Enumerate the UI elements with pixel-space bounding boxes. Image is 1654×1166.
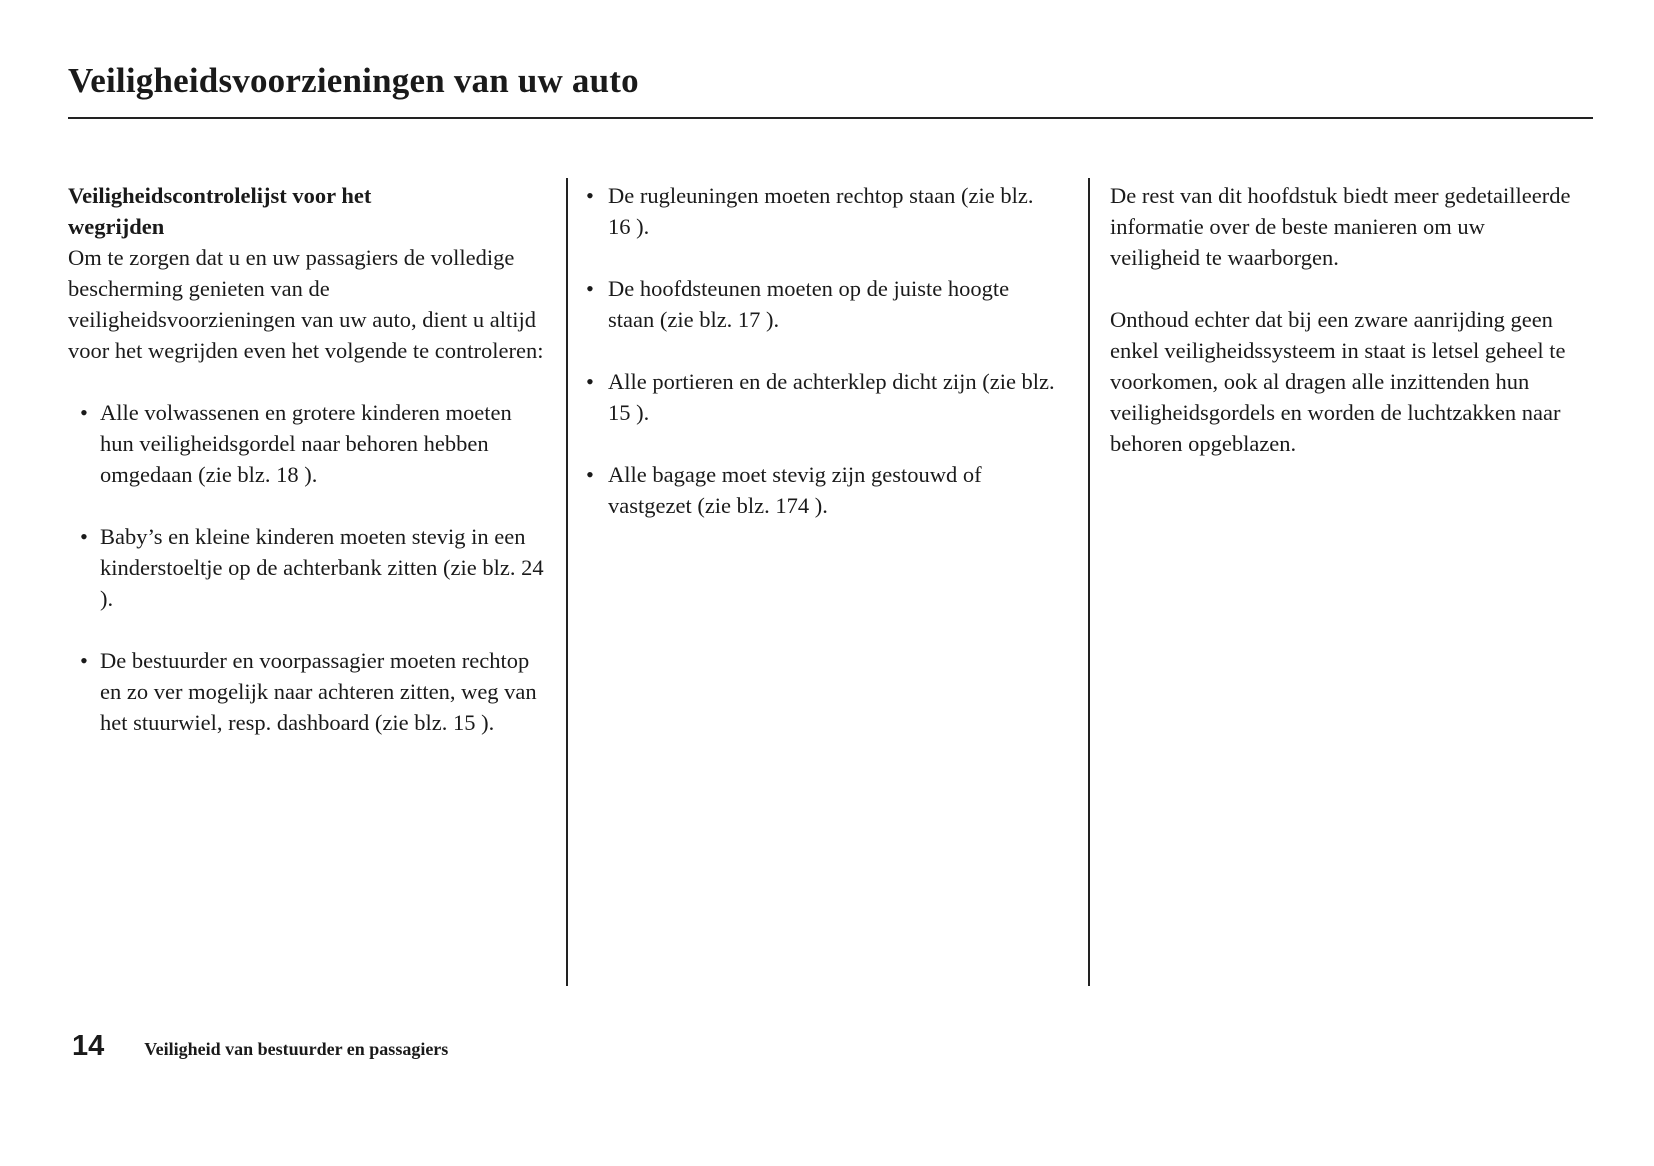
bullet-icon: • [80,524,88,549]
list-item [586,180,1056,242]
intro-paragraph: Om te zorgen dat u en uw passagiers de volledige bescherming genieten van de veiligheidsvoorzieningen van uw auto, dient u altijd voor het wegrijden even het volgende te controleren: [68,245,544,363]
bullet-icon: • [80,648,88,673]
bullet-icon: • [586,369,594,394]
list-item [586,366,1056,428]
list-item-text: Alle volwassenen en grotere kinderen moeten hun veiligheidsgordel naar behoren hebben omgedaan (zie blz. 18 ). [100,400,512,487]
bullet-icon: • [586,276,594,301]
page-number: 14 [72,1030,105,1062]
list-item-text: De rugleuningen moeten rechtop staan (zie blz. 16 ). [608,183,1034,239]
bullet-icon: • [586,183,594,208]
list-item [80,397,548,490]
checklist-1 [68,397,548,738]
list-item [80,521,548,614]
header-rule [68,117,1593,119]
list-item-text: Alle portieren en de achterklep dicht zijn (zie blz. 15 ). [608,369,1055,425]
list-item [586,459,1056,521]
bullet-icon: • [80,400,88,425]
page-header [68,60,1593,102]
footer-section-title: Veiligheid van bestuurder en passagiers [144,1039,449,1059]
warning-paragraph: Onthoud echter dat bij een zware aanrijding geen enkel veiligheidssysteem in staat is letsel geheel te voorkomen, ook al dragen alle inzittenden hun veiligheidsgordels en worden de luchtzakken naar behoren opgeblazen. [1110,307,1566,456]
bullet-icon: • [586,462,594,487]
list-item-text: Baby’s en kleine kinderen moeten stevig in een kinderstoeltje op de achterbank zitten (zie blz. 24 ). [100,524,544,611]
section-heading [68,180,548,242]
column-3 [1110,180,1580,459]
section-heading-line-2: wegrijden [68,214,165,239]
page-footer [72,1030,448,1063]
list-item-text: De hoofdsteunen moeten op de juiste hoogte staan (zie blz. 17 ). [608,276,1010,332]
list-item-text: De bestuurder en voorpassagier moeten rechtop en zo ver mogelijk naar achteren zitten, weg van het stuurwiel, resp. dashboard (zie blz. 15 ). [100,648,537,735]
column-2 [586,180,1056,552]
list-item [80,645,548,738]
column-divider [1088,178,1090,986]
summary-paragraph: De rest van dit hoofdstuk biedt meer gedetailleerde informatie over de beste manieren om uw veiligheid te waarborgen. [1110,183,1571,270]
checklist-2 [586,180,1056,521]
section-heading-line-1: Veiligheidscontrolelijst voor het [68,183,372,208]
list-item [586,273,1056,335]
page-title: Veiligheidsvoorzieningen van uw auto [68,61,639,100]
column-1 [68,180,548,769]
column-divider [566,178,568,986]
list-item-text: Alle bagage moet stevig zijn gestouwd of vastgezet (zie blz. 174 ). [608,462,982,518]
